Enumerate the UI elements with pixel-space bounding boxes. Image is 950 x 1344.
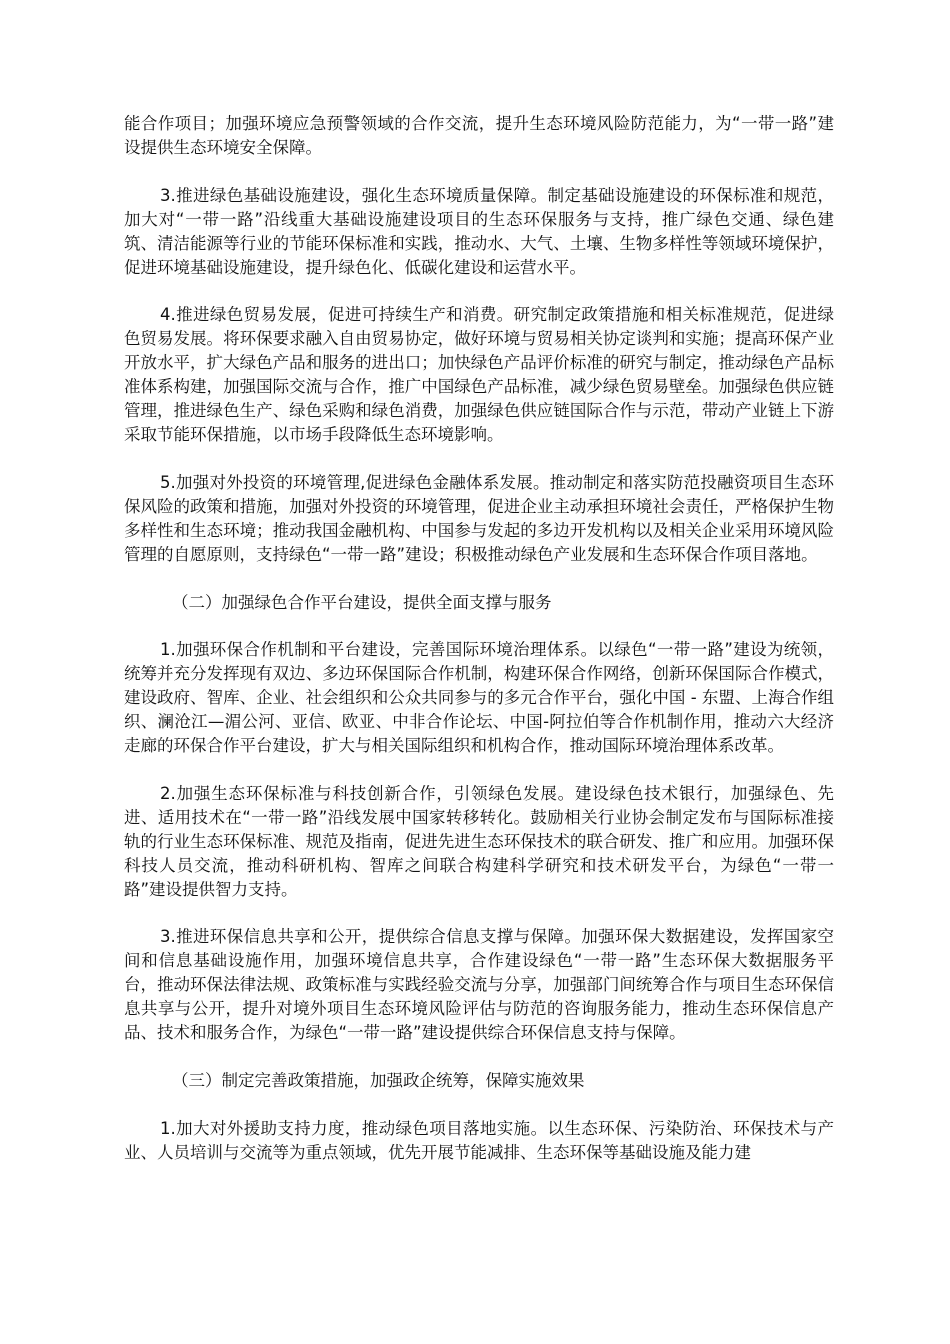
paragraph-standards-technology: 2.加强生态环保标准与科技创新合作，引领绿色发展。建设绿色技术银行，加强绿色、先进、适用技术在“一带一路”沿线发展中国家转移转化。鼓励相关行业协会制定发布与国际标准接轨的行业生态环保标准、规范及指南，促进先进生态环保技术的联合研发、推广和应用。加强环保科技人员交流，推动科研机构、智库之间联合构建科学研究和技术研发平台，为绿色“一带一路”建设提供智力支持。 [124,783,834,899]
paragraph-green-trade: 4.推进绿色贸易发展，促进可持续生产和消费。研究制定政策措施和相关标准规范，促进绿色贸易发展。将环保要求融入自由贸易协定，做好环境与贸易相关协定谈判和实施；提高环保产业开放水平，扩大绿色产品和服务的进出口；加快绿色产品评价标准的研究与制定，推动绿色产品标准体系构建，加强国际交流与合作，推广中国绿色产品标准，减少绿色贸易壁垒。加强绿色供应链管理，推进绿色生产、绿色采购和绿色消费，加强绿色供应链国际合作与示范，带动产业链上下游采取节能环保措施，以市场手段降低生态环境影响。 [124,305,834,444]
paragraph-information-sharing: 3.推进环保信息共享和公开，提供综合信息支撑与保障。加强环保大数据建设，发挥国家空间和信息基础设施作用，加强环境信息共享，合作建设绿色“一带一路”生态环保大数据服务平台，推动环保法律法规、政策标准与实践经验交流与分享，加强部门间统筹合作与项目生态环保信息共享与公开，提升对境外项目生态环境风险评估与防范的咨询服务能力，推动生态环保信息产品、技术和服务合作，为绿色“一带一路”建设提供综合环保信息支持与保障。 [124,927,834,1043]
paragraph-investment-finance: 5.加强对外投资的环境管理,促进绿色金融体系发展。推动制定和落实防范投融资项目生态环保风险的政策和措施，加强对外投资的环境管理，促进企业主动承担环境社会责任，严格保护生物多样性和生态环境；推动我国金融机构、中国参与发起的多边开发机构以及相关企业采用环境风险管理的自愿原则，支持绿色“一带一路”建设；积极推动绿色产业发展和生态环保合作项目落地。 [124,472,834,564]
section-heading-platform: （二）加强绿色合作平台建设，提供全面支撑与服务 [172,592,552,612]
document-page [124,112,834,1189]
section-heading-policy: （三）制定完善政策措施，加强政企统筹，保障实施效果 [172,1071,585,1090]
paragraph-foreign-aid: 1.加大对外援助支持力度，推动绿色项目落地实施。以生态环保、污染防治、环保技术与产业、人员培训与交流等为重点领域，优先开展节能减排、生态环保等基础设施及能力建 [124,1118,834,1162]
paragraph-green-infrastructure: 3.推进绿色基础设施建设，强化生态环境质量保障。制定基础设施建设的环保标准和规范，加大对“一带一路”沿线重大基础设施建设项目的生态环保服务与支持，推广绿色交通、绿色建筑、清洁能源等行业的节能环保标准和实践，推动水、大气、土壤、生物多样性等领域环境保护，促进环境基础设施建设，提升绿色化、低碳化建设和运营水平。 [124,185,834,277]
paragraph-cooperation-mechanism: 1.加强环保合作机制和平台建设，完善国际环境治理体系。以绿色“一带一路”建设为统领，统筹并充分发挥现有双边、多边环保国际合作机制，构建环保合作网络，创新环保国际合作模式，建设政府、智库、企业、社会组织和公众共同参与的多元合作平台，强化中国 - 东盟、上海合作组织、澜沧江—湄公河、亚信、欧亚、中非合作论坛、中国-阿拉伯等合作机制作用，推动六大经济走廊的环保合作平台建设，扩大与相关国际组织和机构合作，推动国际环境治理体系改革。 [124,640,834,756]
paragraph-cooperation-safety: 能合作项目；加强环境应急预警领域的合作交流，提升生态环境风险防范能力，为“一带一路”建设提供生态环境安全保障。 [124,114,834,157]
